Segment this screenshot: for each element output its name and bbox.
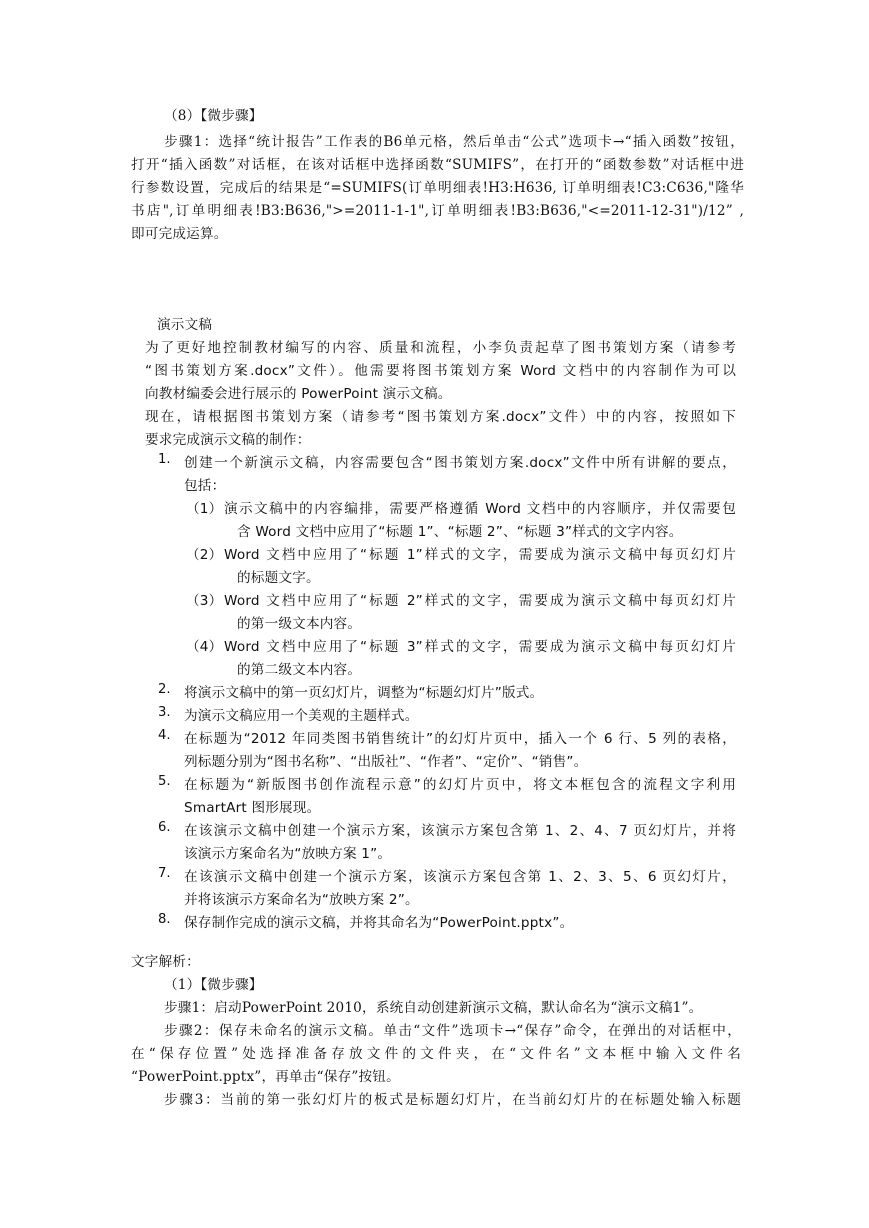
analysis-heading: 文字解析：	[131, 954, 200, 970]
paragraph-line: 步骤1：启动PowerPoint 2010，系统自动创建新演示文稿，默认命名为“演示文稿1”。	[164, 1000, 703, 1016]
sub-number: （3）	[186, 593, 223, 609]
sub-line: Word 文档中应用了“标题 3”样式的文字，需要成为演示文稿中每页幻灯片	[224, 639, 736, 655]
item-number: 5.	[158, 774, 171, 789]
paragraph-line: 打开“插入函数”对话框，在该对话框中选择函数“SUMIFS”，在打开的“函数参数”对话框中进	[131, 157, 744, 173]
step-label: （8）【微步骤】	[164, 108, 263, 124]
item-line: 保存制作完成的演示文稿，并将其命名为“PowerPoint.pptx”。	[184, 915, 574, 931]
paragraph-line: 在“保存位置”处选择准备存放文件的文件夹，在“文件名”文本框中输入文件名	[131, 1046, 741, 1062]
item-line: 将演示文稿中的第一页幻灯片，调整为“标题幻灯片”版式。	[184, 685, 544, 701]
item-line: 在该演示文稿中创建一个演示方案，该演示方案包含第 1、2、3、5、6 页幻灯片，	[184, 869, 736, 885]
paragraph-line: 步骤3：当前的第一张幻灯片的板式是标题幻灯片，在当前幻灯片的在标题处输入标题	[164, 1092, 741, 1108]
sub-line: 的第二级文本内容。	[237, 662, 362, 678]
task-title: 演示文稿	[157, 317, 213, 333]
item-line: 列标题分别为“图书名称”、“出版社”、“作者”、“定价”、“销售”。	[184, 754, 588, 770]
sub-number: （2）	[186, 547, 223, 563]
item-number: 4.	[158, 728, 171, 743]
item-line: 并将该演示方案命名为“放映方案 2”。	[184, 892, 419, 908]
sub-number: （1）	[186, 501, 223, 517]
intro-line: 向教材编委会进行展示的 PowerPoint 演示文稿。	[145, 386, 452, 402]
item-line: 在标题为“2012 年同类图书销售统计”的幻灯片页中，插入一个 6 行、5 列的表格，	[184, 731, 736, 747]
item-number: 2.	[158, 682, 171, 697]
item-line: 创建一个新演示文稿，内容需要包含“图书策划方案.docx”文件中所有讲解的要点，	[184, 455, 736, 471]
intro-line: 要求完成演示文稿的制作：	[145, 432, 311, 448]
intro-line: 现在，请根据图书策划方案（请参考“图书策划方案.docx”文件）中的内容，按照如下	[145, 409, 736, 425]
paragraph-line: 步骤2：保存未命名的演示文稿。单击“文件”选项卡→“保存”命令，在弹出的对话框中，	[164, 1023, 741, 1039]
sub-number: （4）	[186, 639, 223, 655]
item-number: 8.	[158, 912, 171, 927]
paragraph-line: 行参数设置，完成后的结果是“=SUMIFS(订单明细表!H3:H636, 订单明细表!C3:C636,"隆华	[131, 180, 744, 196]
intro-line: 为了更好地控制教材编写的内容、质量和流程，小李负责起草了图书策划方案（请参考	[145, 340, 736, 356]
sub-line: Word 文档中应用了“标题 1”样式的文字，需要成为演示文稿中每页幻灯片	[224, 547, 736, 563]
paragraph-line: “PowerPoint.pptx”，再单击“保存”按钮。	[131, 1069, 400, 1085]
item-number: 1.	[158, 452, 171, 467]
paragraph-line: 即可完成运算。	[131, 226, 228, 242]
item-line: 在标题为“新版图书创作流程示意”的幻灯片页中，将文本框包含的流程文字利用	[184, 777, 736, 793]
item-line: 包括：	[184, 478, 226, 494]
sub-line: 含 Word 文档中应用了“标题 1”、“标题 2”、“标题 3”样式的文字内容。	[237, 524, 683, 540]
item-number: 7.	[158, 866, 171, 881]
item-number: 3.	[158, 705, 171, 720]
item-line: 在该演示文稿中创建一个演示方案，该演示方案包含第 1、2、4、7 页幻灯片，并将	[184, 823, 736, 839]
paragraph-line: 书店",订单明细表!B3:B636,">=2011-1-1",订单明细表!B3:B636,"<=2011-12-31")/12” ,	[131, 203, 744, 219]
intro-line: “图书策划方案.docx”文件）。他需要将图书策划方案 Word 文档中的内容制作为可以	[145, 363, 736, 379]
paragraph-line: 步骤1：选择“统计报告”工作表的B6单元格，然后单击“公式”选项卡→“插入函数”按钮，	[164, 134, 744, 150]
item-line: 该演示方案命名为“放映方案 1”。	[184, 846, 392, 862]
sub-line: Word 文档中应用了“标题 2”样式的文字，需要成为演示文稿中每页幻灯片	[224, 593, 736, 609]
sub-line: 演示文稿中的内容编排，需要严格遵循 Word 文档中的内容顺序，并仅需要包	[224, 501, 736, 517]
sub-line: 的标题文字。	[237, 570, 320, 586]
item-line: 为演示文稿应用一个美观的主题样式。	[184, 708, 419, 724]
item-number: 6.	[158, 820, 171, 835]
step-label: （1）【微步骤】	[164, 977, 263, 993]
item-line: SmartArt 图形展现。	[184, 800, 321, 816]
sub-line: 的第一级文本内容。	[237, 616, 362, 632]
